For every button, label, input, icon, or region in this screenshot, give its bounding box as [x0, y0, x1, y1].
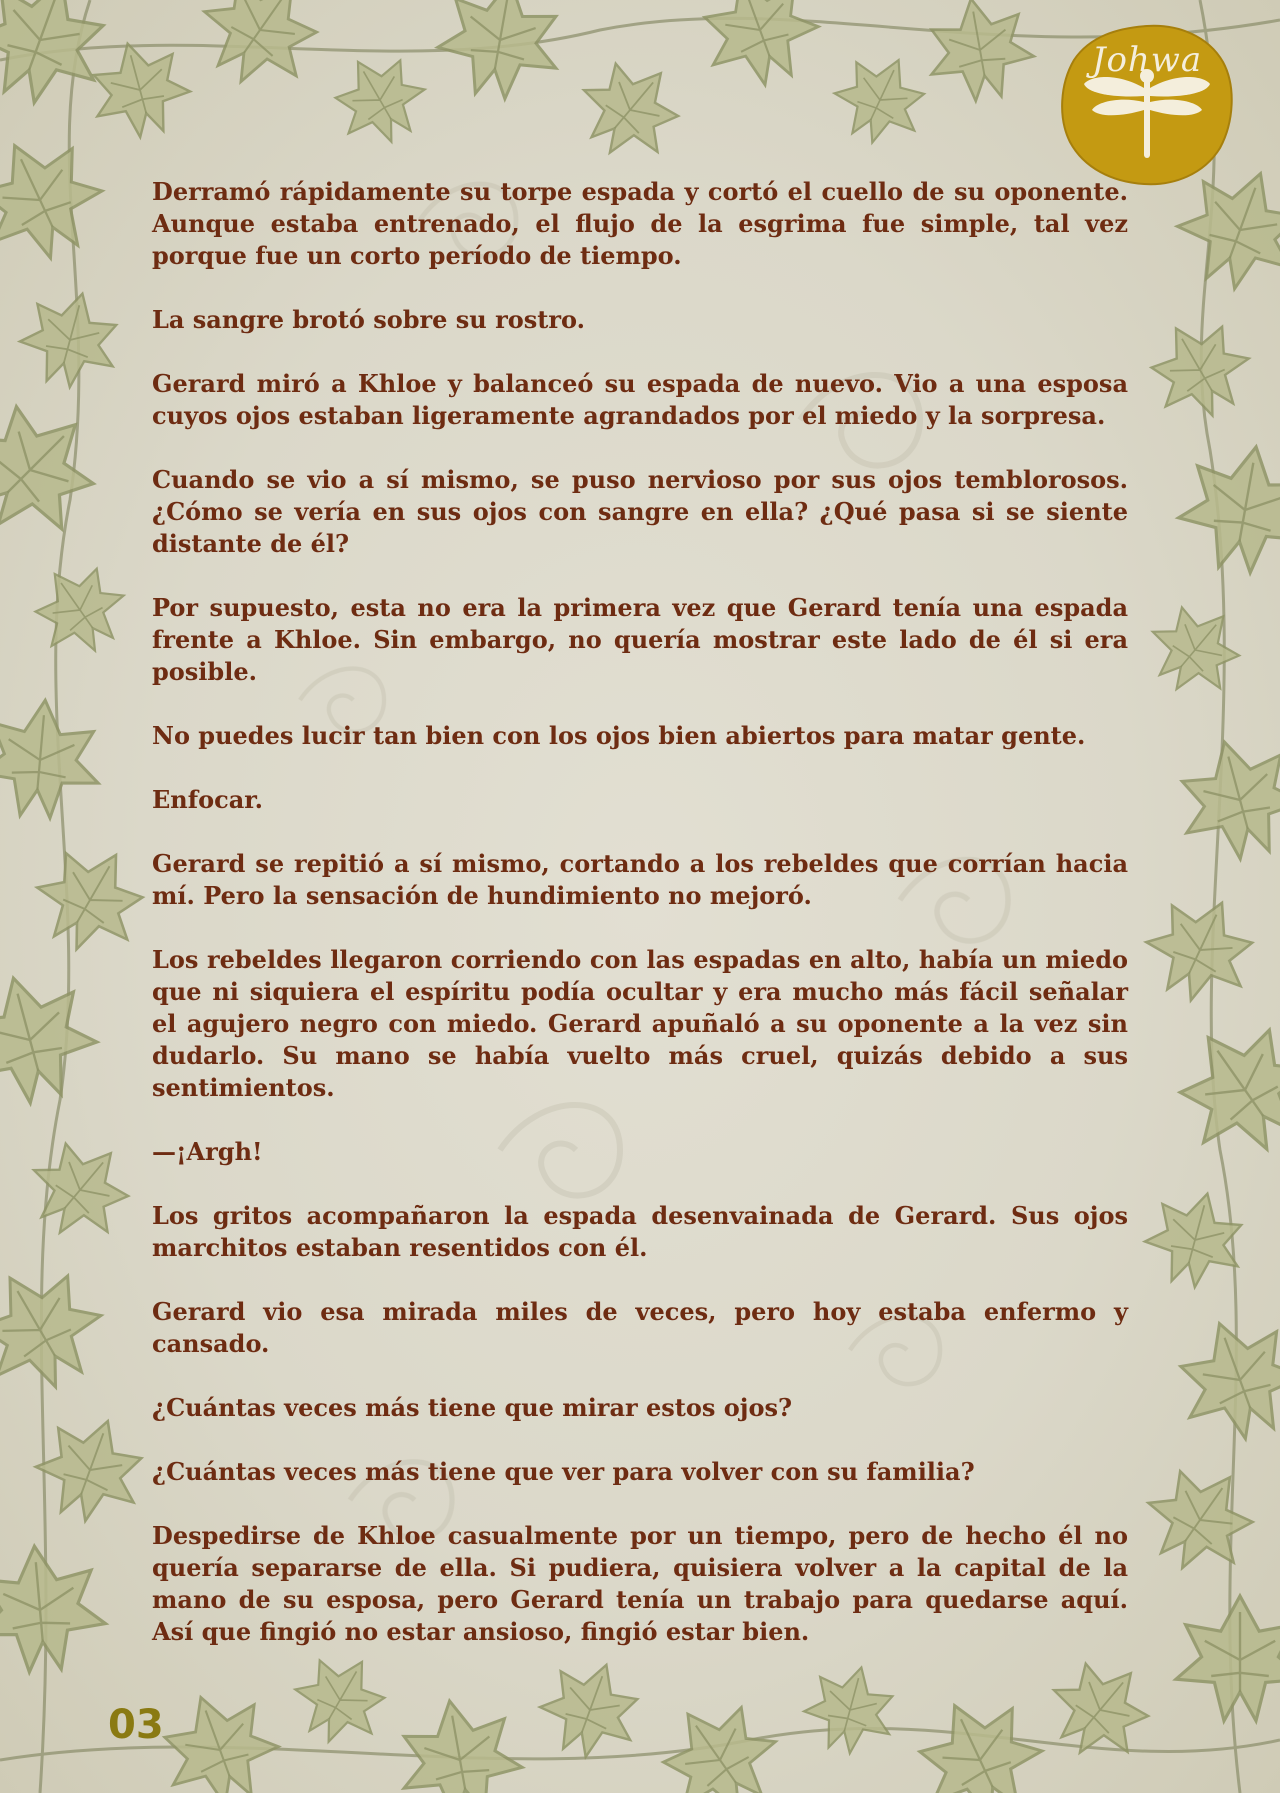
paragraph: Gerard se repitió a sí mismo, cortando a los rebeldes que corrían hacia mí. Pero la sensación de hundimiento no mejoró. — [152, 849, 1128, 910]
logo-title: Johwa — [1091, 40, 1203, 80]
paragraph: ¿Cuántas veces más tiene que mirar estos ojos? — [152, 1393, 793, 1422]
page-number: 03 — [108, 1702, 164, 1748]
paragraph: Enfocar. — [152, 785, 264, 814]
paragraph: Los gritos acompañaron la espada desenvainada de Gerard. Sus ojos marchitos estaban resentidos con él. — [152, 1201, 1128, 1262]
paragraph: No puedes lucir tan bien con los ojos bien abiertos para matar gente. — [152, 721, 1086, 750]
paragraph: Gerard miró a Khloe y balanceó su espada de nuevo. Vio a una esposa cuyos ojos estaban ligeramente agrandados por el miedo y la sorpresa. — [152, 369, 1128, 430]
paragraph: Despedirse de Khloe casualmente por un tiempo, pero de hecho él no quería separarse de ella. Si pudiera, quisiera volver a la capital de la mano de su esposa, pero Gerard tenía un trabajo para quedarse aquí. Así que fingió no estar ansioso, fingió estar bien. — [152, 1521, 1128, 1646]
paragraph: —¡Argh! — [152, 1137, 263, 1166]
johwa-logo — [1058, 22, 1236, 188]
paragraph: Derramó rápidamente su torpe espada y cortó el cuello de su oponente. Aunque estaba entrenado, el flujo de la esgrima fue simple, tal vez porque fue un corto período de tiempo. — [152, 177, 1128, 270]
paragraph: ¿Cuántas veces más tiene que ver para volver con su familia? — [152, 1457, 975, 1486]
paragraph: Cuando se vio a sí mismo, se puso nervioso por sus ojos temblorosos. ¿Cómo se vería en sus ojos con sangre en ella? ¿Qué pasa si se siente distante de él? — [152, 465, 1128, 558]
paragraph: Gerard vio esa mirada miles de veces, pero hoy estaba enfermo y cansado. — [152, 1297, 1128, 1358]
paragraph: La sangre brotó sobre su rostro. — [152, 305, 585, 334]
chapter-text — [152, 176, 1128, 1680]
paragraph: Los rebeldes llegaron corriendo con las espadas en alto, había un miedo que ni siquiera el espíritu podía ocultar y era mucho más fácil señalar el agujero negro con miedo. Gerard apuñaló a su oponente a la vez sin dudarlo. Su mano se había vuelto más cruel, quizás debido a sus sentimientos. — [152, 945, 1128, 1102]
paragraph: Por supuesto, esta no era la primera vez que Gerard tenía una espada frente a Khloe. Sin embargo, no quería mostrar este lado de él si era posible. — [152, 593, 1128, 686]
